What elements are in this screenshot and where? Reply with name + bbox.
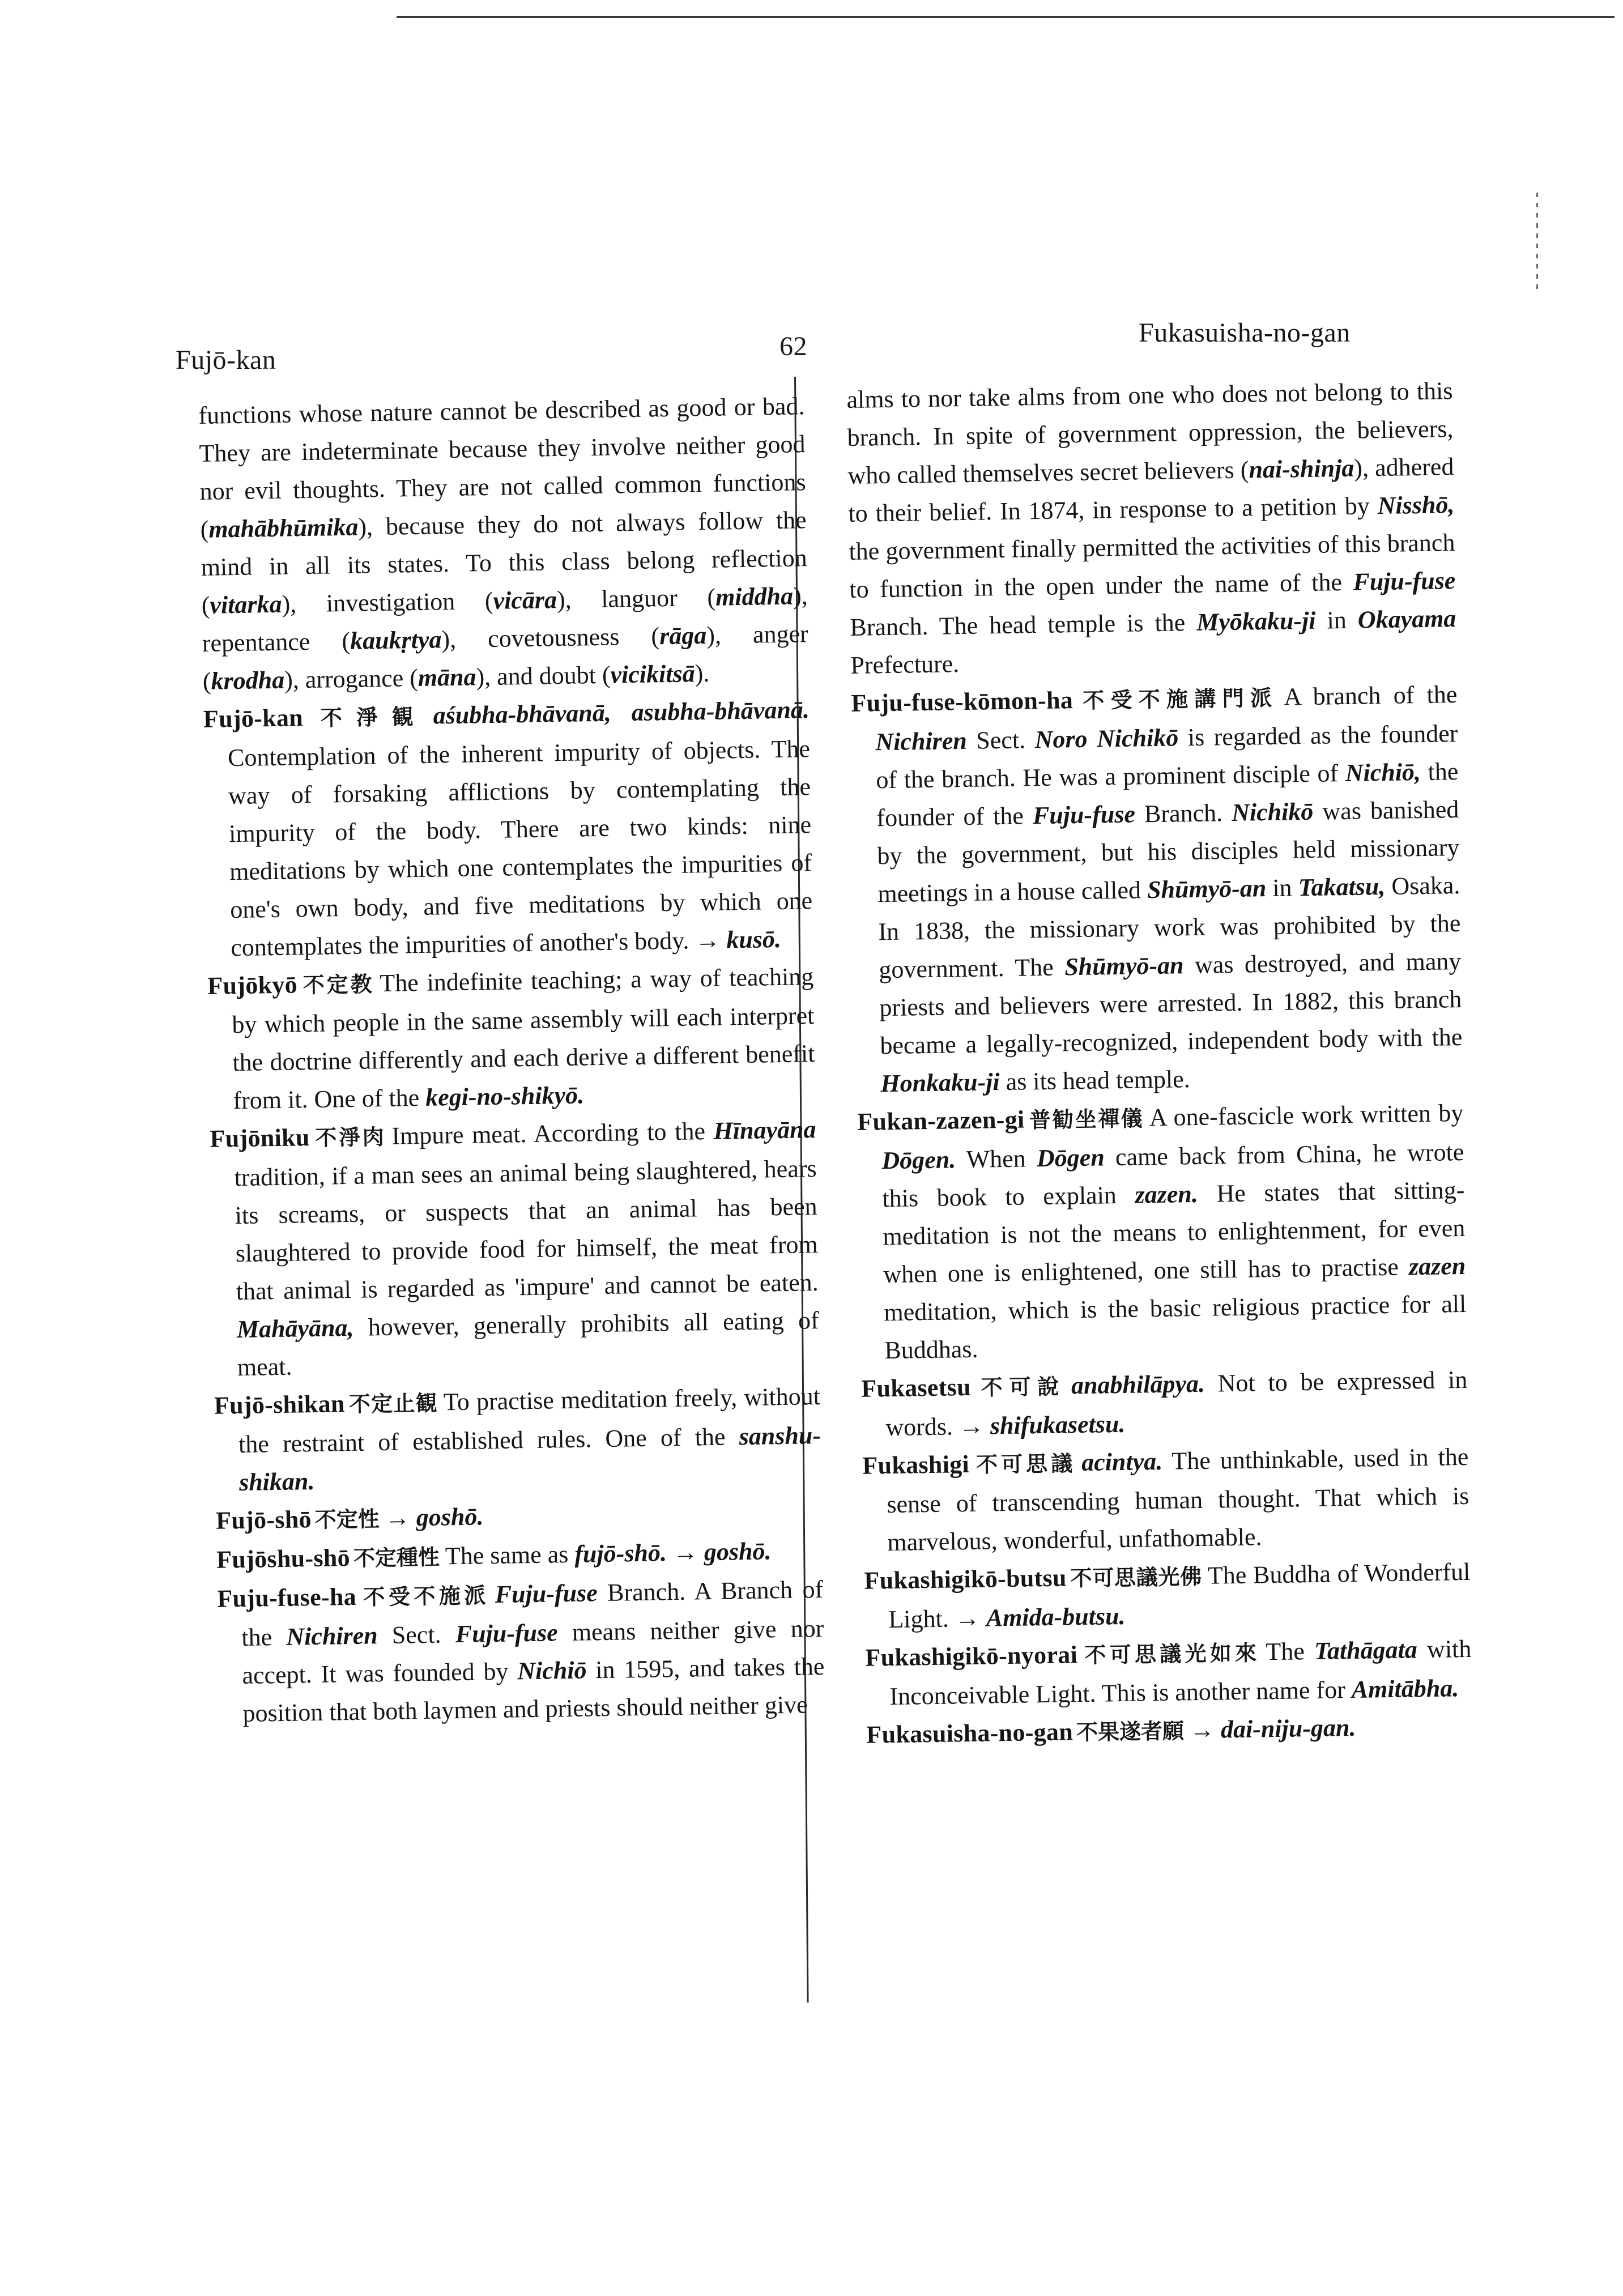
definition-text: Osaka. In 1838, the missionary work was prohibited by the government. The xyxy=(878,871,1461,984)
definition-text: the government finally permitted the activities of this branch to function in the open under the name of the xyxy=(849,529,1455,603)
entry-continuation xyxy=(846,372,1457,684)
definition-text: Branch. A Branch of the xyxy=(241,1575,824,1652)
entry-headword: Fujō-shō xyxy=(215,1505,312,1535)
entry-headword: Fukashigikō-nyorai xyxy=(865,1641,1078,1672)
italic-term: mahābhūmika xyxy=(208,513,359,543)
entry-kanji: 不淨観 xyxy=(306,704,428,731)
definition-text: came back from China, he wrote this book to explain xyxy=(882,1138,1464,1213)
entry-headword: Fukashigikō-butsu xyxy=(864,1564,1067,1595)
dictionary-entry xyxy=(851,675,1463,1103)
italic-term: dai-niju-gan. xyxy=(1220,1713,1356,1744)
definition-text: was destroyed, and many priests and believers were arrested. In 1882, this branch became a legally-recognized, independent body with the xyxy=(879,947,1463,1060)
entry-kanji: 不果遂者願 xyxy=(1076,1718,1185,1745)
entry-kanji: 不可思議光如來 xyxy=(1080,1640,1260,1668)
left-column xyxy=(198,387,825,1733)
definition-text: A branch of the xyxy=(1283,680,1458,711)
definition-text: as its head temple. xyxy=(999,1065,1191,1096)
definition-text: He states that sitting-meditation is not the means to enlightenment, for even when one is enlightened, one still has to practise xyxy=(883,1175,1466,1289)
definition-text: Not to be expressed in words. → xyxy=(885,1365,1468,1442)
italic-term: vitarka xyxy=(210,590,282,619)
definition-text: however, generally prohibits all eating of meat. xyxy=(237,1306,820,1382)
dictionary-entry xyxy=(862,1438,1470,1562)
italic-term: Takatsu, xyxy=(1298,872,1386,902)
entry-headword: Fujōshu-shō xyxy=(216,1544,351,1574)
italic-term: māna xyxy=(418,663,476,692)
entry-headword: Fukashigi xyxy=(862,1450,970,1480)
entry-kanji: 不受不施派 xyxy=(359,1583,490,1610)
definition-text: alms to nor take alms from one who does not belong to this branch. In spite of government oppression, the believers, who called themselves secret believers ( xyxy=(846,377,1454,489)
italic-term: Nisshō, xyxy=(1377,491,1455,520)
guide-word-left: Fujō-kan xyxy=(176,345,276,375)
definition-text: The Buddha of Wonderful Light. → xyxy=(888,1557,1471,1634)
italic-term: fujō-shō. xyxy=(574,1539,667,1568)
entry-kanji: 不定種性 xyxy=(353,1544,440,1571)
definition-text: ), anger ( xyxy=(202,620,809,695)
definition-text: Impure meat. According to the xyxy=(391,1117,714,1150)
definition-text: The xyxy=(1266,1637,1315,1666)
italic-term: Dōgen. xyxy=(881,1145,956,1175)
italic-term: Shūmyō-an xyxy=(1147,874,1267,904)
dictionary-entry xyxy=(203,691,813,967)
entry-kanji: 不可思議光佛 xyxy=(1070,1564,1203,1591)
entry-headword: Fujō-shikan xyxy=(214,1390,346,1420)
definition-text: in xyxy=(1266,874,1299,902)
dictionary-entry xyxy=(864,1553,1471,1639)
margin-dash-mark xyxy=(1536,193,1538,295)
definition-text: in 1595, and takes the position that both laymen and priests should neither give xyxy=(242,1652,825,1728)
definition-text: → xyxy=(666,1538,705,1567)
definition-text: Branch. The head temple is the xyxy=(850,608,1197,641)
italic-term: Noro Nichikō xyxy=(1034,723,1179,754)
entry-kanji: 不定教 xyxy=(300,972,374,998)
definition-text: → xyxy=(385,1503,417,1532)
dictionary-entry xyxy=(214,1377,821,1502)
dictionary-entry xyxy=(217,1570,825,1733)
definition-text: ), languor ( xyxy=(556,583,716,614)
dictionary-entry xyxy=(866,1707,1473,1755)
dictionary-entry xyxy=(210,1110,820,1387)
definition-text: with Inconceivable Light. This is another name for xyxy=(889,1634,1472,1711)
definition-text: functions whose nature cannot be described as good or bad. They are indeterminate because they involve neither good nor evil thoughts. They are not called common functions ( xyxy=(198,392,806,543)
definition-text: ). xyxy=(695,659,710,688)
italic-term: nai-shinja xyxy=(1249,454,1354,484)
definition-text: means neither give nor accept. It was founded by xyxy=(242,1614,824,1690)
italic-term: Fuju-fuse xyxy=(1353,566,1456,596)
definition-text: Sect. xyxy=(377,1620,456,1650)
entry-headword: Fukasetsu xyxy=(861,1373,972,1403)
definition-text: ), repentance ( xyxy=(202,582,808,657)
italic-term: anabhilāpya. xyxy=(1071,1369,1205,1400)
entry-headword: Fujō-kan xyxy=(203,704,304,733)
dictionary-entry xyxy=(865,1630,1472,1716)
dictionary-entry xyxy=(207,957,816,1120)
italic-term: Hīnayāna xyxy=(713,1115,816,1145)
definition-text: meditation, which is the basic religious practice for all Buddhas. xyxy=(884,1289,1467,1365)
italic-term: Okayama xyxy=(1357,604,1456,634)
italic-term: Myōkaku-ji xyxy=(1196,606,1316,636)
entry-kanji: 不定止観 xyxy=(348,1390,438,1417)
entry-headword: Fukan-zazen-gi xyxy=(857,1105,1025,1136)
italic-term: aśubha-bhāvanā, asubha-bhāvanā. xyxy=(433,696,810,730)
italic-term: Fuju-fuse xyxy=(455,1618,559,1648)
definition-text: tradition, if a man sees an animal being slaughtered, hears its screams, or suspects that an animal has been slaughtered to provide food for himself, the meat from that animal is regarded as 'impure' and cannot be eaten. xyxy=(234,1155,819,1306)
page-number: 62 xyxy=(779,331,807,361)
guide-word-right: Fukasuisha-no-gan xyxy=(1139,318,1351,348)
italic-term: Amida-butsu. xyxy=(986,1601,1126,1632)
right-column xyxy=(846,372,1473,1755)
italic-term: goshō. xyxy=(704,1537,772,1566)
italic-term: zazen xyxy=(1408,1251,1466,1281)
definition-text: ), covetousness ( xyxy=(441,622,660,654)
italic-term: goshō. xyxy=(416,1502,484,1532)
entry-headword: Fuju-fuse-kōmon-ha xyxy=(851,686,1074,717)
italic-term: Shūmyō-an xyxy=(1064,951,1184,981)
definition-text: Contemplation of the inherent impurity of objects. The way of forsaking afflictions by contemplating the impurity of the body. There are two kinds: nine meditations by which one contemplates the impurities of one's own body, and five meditations by which one contemplates the impurities of another's body. → xyxy=(227,735,813,962)
italic-term: shifukasetsu. xyxy=(990,1409,1126,1440)
dictionary-entry xyxy=(857,1094,1467,1370)
italic-term: Nichiō, xyxy=(1345,758,1421,787)
italic-term: kusō. xyxy=(726,925,782,954)
italic-term: Nichiren xyxy=(875,726,968,756)
definition-text: was banished by the government, but his disciples held missionary meetings in a house called xyxy=(877,795,1460,908)
italic-term: vicikitsā xyxy=(610,659,696,689)
definition-text: Branch. xyxy=(1135,798,1232,828)
definition-text: To practise meditation freely, without the restraint of established rules. One of the xyxy=(238,1382,821,1459)
definition-text: The unthinkable, used in the sense of transcending human thought. That which is marvelous, wonderful, unfathomable. xyxy=(887,1442,1469,1557)
definition-text: in xyxy=(1315,606,1358,634)
italic-term: zazen. xyxy=(1135,1179,1199,1209)
italic-term: Nichiō xyxy=(517,1656,587,1685)
definition-text: Prefecture. xyxy=(850,650,960,679)
italic-term: vicāra xyxy=(493,586,557,615)
italic-term: kegi-no-shikyō. xyxy=(425,1081,585,1111)
italic-term: sanshu-shikan. xyxy=(238,1421,821,1497)
top-border-line xyxy=(397,16,1615,18)
definition-text: ), and doubt ( xyxy=(476,661,611,691)
italic-term: Honkaku-ji xyxy=(880,1068,1000,1098)
entry-headword: Fujōkyō xyxy=(207,970,298,1000)
entry-kanji: 不可思議 xyxy=(972,1451,1076,1477)
definition-text: ), investigation ( xyxy=(282,586,493,618)
entry-continuation xyxy=(198,387,809,700)
italic-term: krodha xyxy=(211,666,285,695)
definition-text: ), arrogance ( xyxy=(284,663,419,694)
definition-text: the founder of the xyxy=(876,757,1459,832)
definition-text: ), because they do not always follow the mind in all its states. To this class belong reflection ( xyxy=(201,506,807,619)
entry-kanji: 不可說 xyxy=(974,1374,1066,1400)
entry-kanji: 普勧坐禪儀 xyxy=(1028,1106,1144,1133)
entry-kanji: 不受不施講門派 xyxy=(1076,685,1279,714)
definition-text: → xyxy=(1189,1715,1221,1744)
italic-term: Tathāgata xyxy=(1314,1635,1418,1665)
definition-text: The same as xyxy=(445,1540,575,1570)
italic-term: Fuju-fuse xyxy=(1032,800,1136,830)
entry-headword: Fukasuisha-no-gan xyxy=(866,1718,1074,1749)
entry-headword: Fujōniku xyxy=(210,1123,310,1153)
definition-text: Sect. xyxy=(966,726,1035,755)
italic-term: Nichikō xyxy=(1231,797,1314,827)
entry-kanji: 不淨肉 xyxy=(313,1124,386,1151)
italic-term: Nichiren xyxy=(286,1621,378,1651)
definition-text: A one-fascicle work written by xyxy=(1149,1098,1464,1132)
italic-term: middha xyxy=(715,582,794,611)
italic-term: acintya. xyxy=(1081,1447,1163,1477)
entry-headword: Fuju-fuse-ha xyxy=(216,1582,357,1613)
definition-text: When xyxy=(955,1144,1037,1174)
definition-text: is regarded as the founder of the branch. He was a prominent disciple of xyxy=(876,719,1458,794)
italic-term: rāga xyxy=(659,621,707,650)
italic-term: Fuju-fuse xyxy=(495,1579,598,1609)
italic-term: Amitābha. xyxy=(1351,1674,1459,1704)
italic-term: Mahāyāna, xyxy=(236,1313,354,1344)
definition-text: ), adhered to their belief. In 1874, in response to a petition by xyxy=(848,453,1454,527)
entry-kanji: 不定性 xyxy=(314,1506,380,1533)
definition-text: The indefinite teaching; a way of teaching by which people in the same assembly will each interpret the doctrine differently and each derive a different benefit from it. One of the xyxy=(232,962,815,1115)
italic-term: Dōgen xyxy=(1036,1143,1105,1173)
dictionary-entry xyxy=(861,1361,1468,1447)
italic-term: kaukṛtya xyxy=(350,625,442,655)
